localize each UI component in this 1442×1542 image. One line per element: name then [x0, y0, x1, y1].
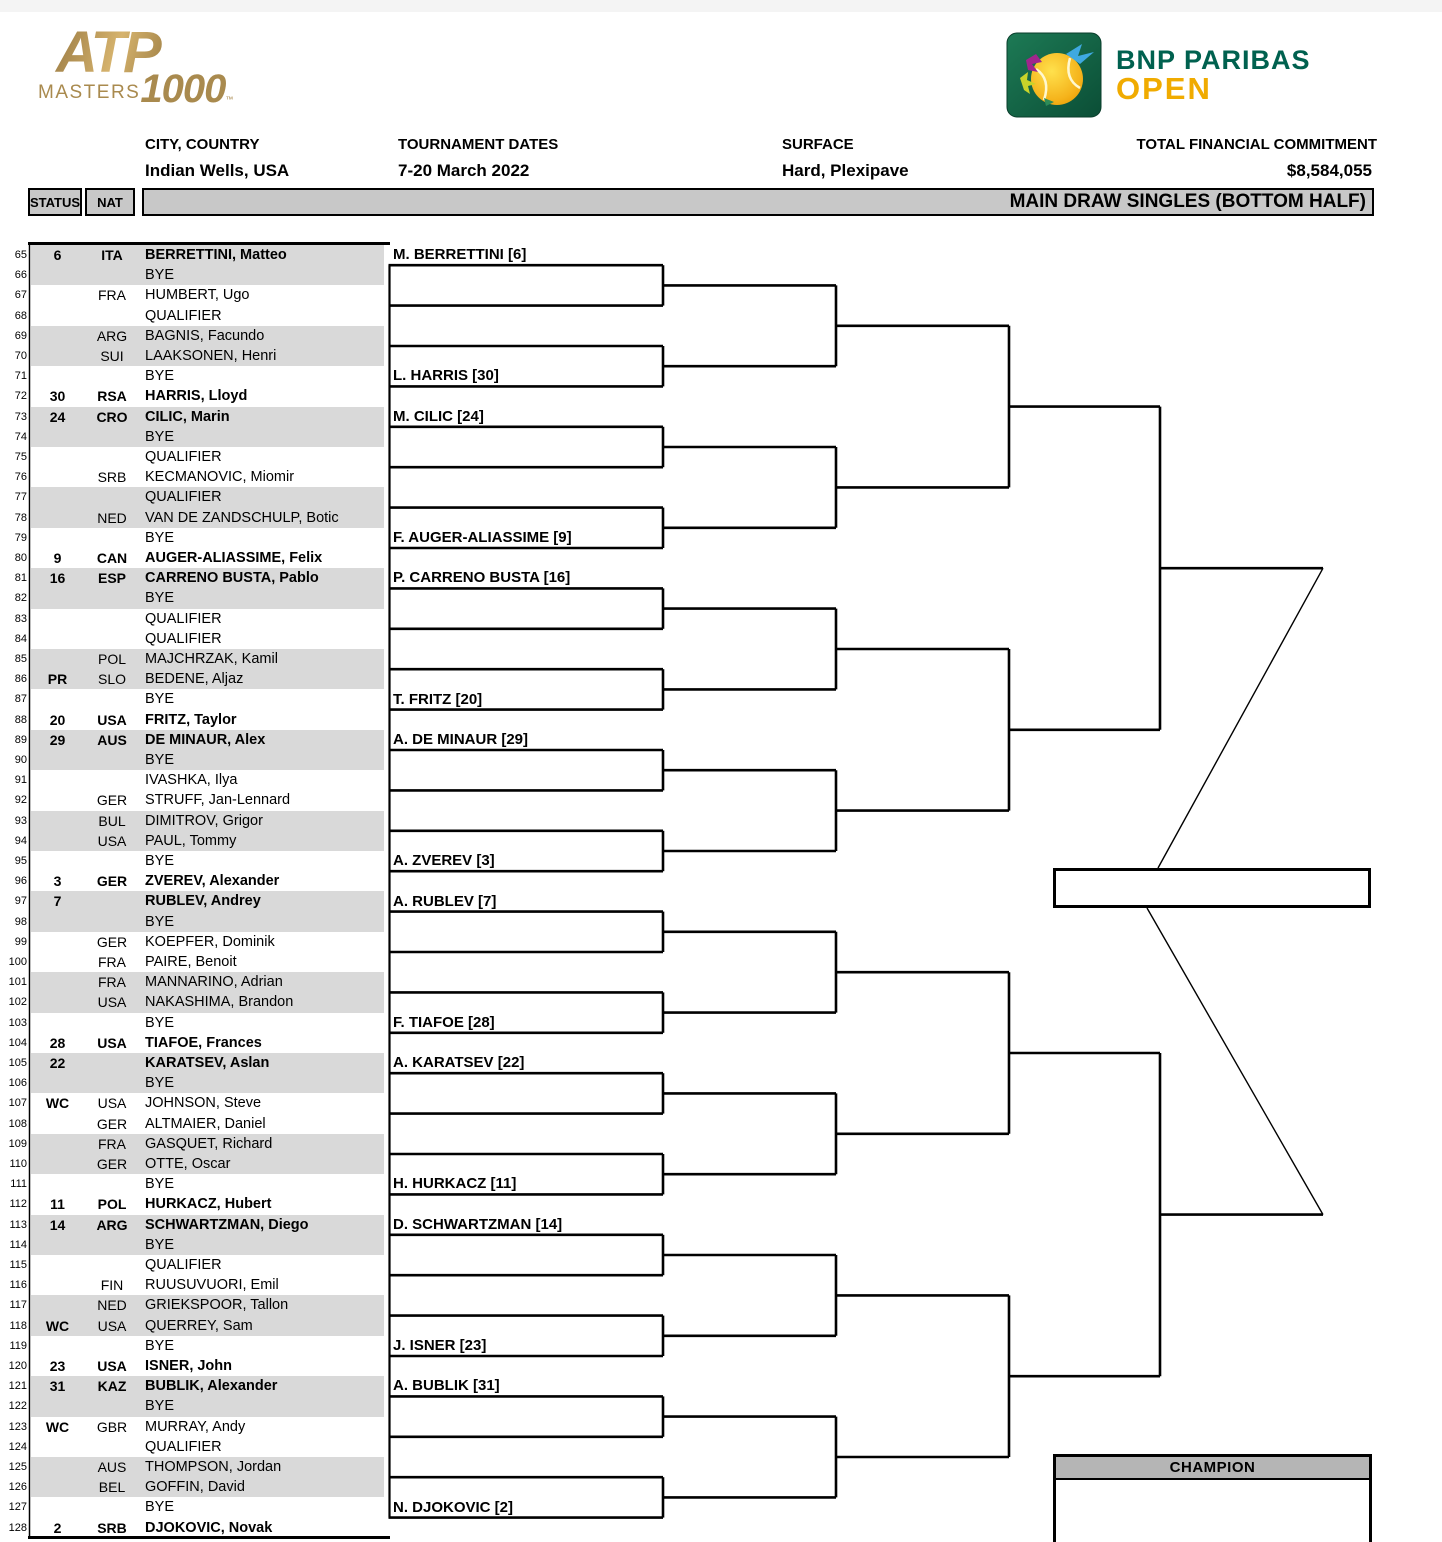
- row-player-name: MANNARINO, Adrian: [145, 974, 283, 991]
- champion-header: CHAMPION: [1056, 1457, 1369, 1480]
- row-nat: FRA: [98, 287, 126, 304]
- row-player-name: BERRETTINI, Matteo: [145, 247, 287, 263]
- row-number: 102: [8, 996, 27, 1009]
- row-number: 70: [14, 350, 27, 362]
- row-status: 3: [53, 873, 62, 890]
- city-country-label: CITY, COUNTRY: [145, 136, 260, 153]
- row-status: 23: [49, 1358, 66, 1374]
- tournament-dates-label: TOURNAMENT DATES: [398, 136, 559, 153]
- row-number: 87: [14, 693, 27, 706]
- bnp-logo-icon: [1006, 32, 1102, 118]
- row-status: 28: [49, 1034, 66, 1051]
- row-player-name: QUALIFIER: [145, 610, 222, 627]
- row-number: 96: [14, 875, 27, 888]
- row-player-name: PAUL, Tommy: [145, 832, 237, 849]
- row-player-name: STRUFF, Jan-Lennard: [145, 792, 291, 809]
- row-status: 9: [53, 550, 62, 566]
- row-player-name: BYE: [145, 853, 175, 869]
- row-player-name: HUMBERT, Ugo: [145, 287, 250, 304]
- row-player-name: RUBLEV, Andrey: [145, 893, 261, 910]
- round2-winner-name: J. ISNER [23]: [393, 1337, 487, 1354]
- row-nat: USA: [97, 1358, 127, 1374]
- row-player-name: QUALIFIER: [145, 449, 222, 465]
- row-player-name: DIMITROV, Grigor: [145, 812, 263, 829]
- row-nat: GER: [96, 1115, 128, 1132]
- row-player-name: THOMPSON, Jordan: [145, 1459, 282, 1475]
- row-number: 119: [9, 1339, 27, 1352]
- main-draw-title-bar: MAIN DRAW SINGLES (BOTTOM HALF): [142, 188, 1374, 216]
- row-number: 66: [14, 269, 27, 282]
- row-nat: GER: [96, 873, 128, 890]
- row-player-name: BYE: [145, 913, 175, 930]
- row-status: WC: [45, 1418, 70, 1435]
- row-number: 95: [14, 855, 27, 867]
- row-player-name: BAGNIS, Facundo: [145, 327, 265, 344]
- row-status: 22: [49, 1055, 66, 1071]
- row-number: 123: [8, 1420, 27, 1433]
- row-number: 111: [10, 1178, 27, 1191]
- row-nat: SLO: [97, 671, 126, 688]
- row-status: PR: [47, 671, 68, 688]
- row-player-name: RUUSUVUORI, Emil: [145, 1277, 279, 1294]
- row-nat: USA: [97, 1317, 127, 1334]
- row-number: 100: [8, 956, 27, 968]
- row-player-name: BYE: [145, 267, 175, 284]
- row-status: 29: [49, 731, 66, 748]
- row-nat: CAN: [96, 550, 128, 566]
- row-nat: FRA: [98, 974, 126, 991]
- row-number: 98: [14, 915, 27, 928]
- row-number: 81: [14, 572, 27, 585]
- row-number: 86: [14, 673, 27, 686]
- row-player-name: PAIRE, Benoit: [145, 954, 237, 970]
- row-number: 113: [9, 1218, 27, 1231]
- row-number: 116: [9, 1279, 27, 1292]
- row-nat: NED: [97, 509, 127, 526]
- atp-logo-word: ATP: [38, 26, 268, 80]
- row-number: 83: [14, 612, 27, 625]
- row-nat: USA: [97, 994, 127, 1011]
- row-number: 127: [8, 1501, 27, 1514]
- row-nat: ITA: [101, 247, 123, 263]
- row-nat: FRA: [98, 954, 126, 970]
- row-player-name: BYE: [145, 1337, 175, 1354]
- row-player-name: CARRENO BUSTA, Pablo: [145, 570, 319, 587]
- row-number: 69: [14, 329, 27, 342]
- row-number: 118: [9, 1319, 27, 1332]
- row-player-name: LAAKSONEN, Henri: [145, 348, 277, 364]
- row-player-name: BYE: [145, 428, 175, 445]
- bnp-logo-text: [1116, 46, 1311, 104]
- row-status: WC: [45, 1317, 70, 1334]
- row-player-name: AUGER-ALIASSIME, Felix: [145, 550, 323, 566]
- row-number: 105: [8, 1057, 27, 1069]
- row-number: 82: [14, 592, 27, 605]
- row-nat: ESP: [97, 570, 126, 587]
- row-player-name: MAJCHRZAK, Kamil: [145, 651, 278, 667]
- row-player-name: NAKASHIMA, Brandon: [145, 994, 294, 1011]
- row-status: WC: [45, 1095, 70, 1112]
- row-status: 30: [49, 388, 66, 405]
- financial-commitment-label: TOTAL FINANCIAL COMMITMENT: [1136, 136, 1377, 153]
- row-number: 71: [14, 370, 27, 383]
- row-number: 67: [14, 289, 27, 302]
- row-number: 77: [14, 491, 27, 504]
- tournament-dates-value: 7-20 March 2022: [398, 161, 530, 180]
- top-strip: [0, 0, 1442, 12]
- row-number: 74: [14, 430, 27, 443]
- row-nat: POL: [97, 1196, 127, 1213]
- row-nat: SRB: [97, 469, 127, 486]
- row-number: 78: [14, 511, 27, 524]
- row-number: 112: [9, 1198, 27, 1211]
- row-player-name: QUALIFIER: [145, 1257, 222, 1273]
- row-nat: USA: [97, 832, 127, 849]
- row-number: 117: [9, 1299, 27, 1312]
- row-number: 126: [8, 1481, 27, 1494]
- row-number: 125: [8, 1461, 27, 1473]
- round2-winner-name: A. RUBLEV [7]: [393, 892, 497, 910]
- row-nat: USA: [97, 711, 127, 728]
- row-number: 114: [9, 1238, 27, 1251]
- row-player-name: HARRIS, Lloyd: [145, 388, 248, 405]
- row-status: 16: [49, 570, 66, 587]
- row-player-name: BYE: [145, 1499, 175, 1516]
- row-player-name: BEDENE, Aljaz: [145, 671, 244, 688]
- row-nat: USA: [97, 1095, 127, 1112]
- round2-winner-name: P. CARRENO BUSTA [16]: [393, 569, 571, 587]
- row-player-name: CILIC, Marin: [145, 408, 230, 425]
- row-number: 73: [14, 410, 27, 423]
- row-number: 128: [8, 1521, 27, 1534]
- row-nat: POL: [97, 651, 126, 667]
- row-nat: AUS: [97, 731, 127, 748]
- row-player-name: DJOKOVIC, Novak: [145, 1519, 273, 1536]
- row-player-name: BYE: [145, 691, 175, 708]
- row-number: 122: [8, 1400, 27, 1413]
- round2-winner-name: L. HARRIS [30]: [393, 367, 499, 385]
- row-player-name: BYE: [145, 1014, 175, 1031]
- city-country-value: Indian Wells, USA: [145, 161, 290, 180]
- row-number: 99: [14, 935, 27, 948]
- row-number: 76: [14, 471, 27, 484]
- finalist-box: [1053, 868, 1371, 908]
- row-nat: GBR: [96, 1418, 128, 1435]
- row-status: 31: [49, 1378, 66, 1395]
- row-number: 108: [8, 1117, 27, 1130]
- row-player-name: BYE: [145, 590, 175, 607]
- row-number: 65: [14, 249, 27, 261]
- row-nat: AUS: [97, 1459, 127, 1475]
- row-nat: SRB: [97, 1519, 127, 1536]
- row-status: 20: [49, 711, 66, 728]
- row-number: 89: [14, 733, 27, 746]
- row-number: 97: [14, 895, 27, 908]
- row-number: 104: [8, 1036, 27, 1049]
- row-number: 94: [14, 834, 27, 847]
- row-number: 88: [14, 713, 27, 726]
- row-number: 68: [14, 309, 27, 322]
- row-player-name: BYE: [145, 1398, 175, 1415]
- row-number: 93: [14, 814, 27, 827]
- row-player-name: HURKACZ, Hubert: [145, 1196, 272, 1213]
- row-player-name: BYE: [145, 529, 175, 546]
- row-status: 2: [53, 1519, 62, 1536]
- row-nat: NED: [97, 1297, 127, 1314]
- row-player-name: MURRAY, Andy: [145, 1418, 246, 1435]
- row-nat: ARG: [96, 327, 128, 344]
- status-column-header: STATUS: [28, 188, 82, 216]
- row-number: 109: [8, 1137, 27, 1150]
- round2-winner-name: A. DE MINAUR [29]: [393, 731, 529, 748]
- row-player-name: BYE: [145, 368, 175, 385]
- row-player-name: GRIEKSPOOR, Tallon: [145, 1297, 289, 1314]
- row-number: 85: [14, 653, 27, 665]
- row-number: 75: [14, 451, 27, 463]
- row-player-name: BYE: [145, 1236, 175, 1253]
- round2-winner-name: A. BUBLIK [31]: [393, 1377, 500, 1395]
- row-number: 110: [9, 1158, 27, 1170]
- row-nat: GER: [96, 933, 128, 950]
- row-nat: FRA: [98, 1135, 126, 1152]
- row-number: 103: [8, 1016, 27, 1029]
- row-nat: FIN: [100, 1277, 124, 1294]
- row-player-name: KECMANOVIC, Miomir: [145, 469, 295, 486]
- row-player-name: BYE: [145, 1075, 175, 1092]
- surface-value: Hard, Plexipave: [782, 161, 909, 180]
- row-nat: BEL: [98, 1479, 126, 1496]
- row-number: 124: [8, 1440, 27, 1453]
- row-nat: SUI: [100, 348, 124, 364]
- row-nat: USA: [97, 1034, 127, 1051]
- round2-winner-name: D. SCHWARTZMAN [14]: [393, 1215, 563, 1233]
- row-number: 91: [14, 774, 27, 787]
- row-player-name: QUALIFIER: [145, 307, 222, 324]
- row-nat: BUL: [98, 812, 126, 829]
- row-status: 6: [53, 247, 62, 263]
- row-player-name: GASQUET, Richard: [145, 1135, 273, 1152]
- row-player-name: KOEPFER, Dominik: [145, 933, 275, 950]
- row-nat: GER: [96, 792, 128, 809]
- row-nat: RSA: [97, 388, 127, 405]
- round2-winner-name: N. DJOKOVIC [2]: [393, 1498, 514, 1516]
- round2-winner-name: A. ZVEREV [3]: [393, 852, 495, 870]
- row-number: 90: [14, 754, 27, 766]
- round2-winner-name: F. TIAFOE [28]: [393, 1013, 495, 1031]
- row-player-name: SCHWARTZMAN, Diego: [145, 1216, 309, 1233]
- round2-winner-name: M. BERRETTINI [6]: [393, 246, 527, 264]
- row-player-name: BYE: [145, 752, 175, 768]
- row-number: 79: [14, 531, 27, 544]
- nat-column-header: NAT: [85, 188, 135, 216]
- row-player-name: IVASHKA, Ilya: [145, 772, 238, 789]
- surface-label: SURFACE: [782, 136, 854, 153]
- row-player-name: FRITZ, Taylor: [145, 711, 237, 728]
- row-player-name: QUALIFIER: [145, 1438, 222, 1455]
- row-player-name: OTTE, Oscar: [145, 1156, 231, 1172]
- financial-commitment-value: $8,584,055: [1286, 161, 1372, 180]
- round2-winner-name: M. CILIC [24]: [393, 407, 484, 425]
- bnp-paribas-open-logo: [1006, 32, 1311, 118]
- row-player-name: QUALIFIER: [145, 489, 222, 506]
- row-player-name: QUALIFIER: [145, 630, 222, 647]
- round2-winner-name: H. HURKACZ [11]: [393, 1175, 517, 1193]
- row-player-name: KARATSEV, Aslan: [145, 1055, 270, 1071]
- atp-logo-1000: 1000: [140, 67, 226, 111]
- row-number: 101: [8, 976, 27, 989]
- atp-masters-1000-logo: [38, 20, 268, 126]
- row-player-name: BYE: [145, 1176, 175, 1193]
- row-player-name: ZVEREV, Alexander: [145, 873, 280, 890]
- row-number: 106: [8, 1077, 27, 1090]
- row-nat: ARG: [96, 1216, 128, 1233]
- row-status: 11: [50, 1196, 65, 1213]
- row-player-name: TIAFOE, Frances: [145, 1034, 262, 1051]
- row-nat: GER: [96, 1156, 128, 1172]
- row-status: 24: [49, 408, 66, 425]
- row-player-name: ISNER, John: [145, 1358, 233, 1374]
- bnp-logo-name: BNP PARIBAS: [1116, 45, 1311, 75]
- row-number: 120: [8, 1360, 27, 1372]
- round2-winner-name: F. AUGER-ALIASSIME [9]: [393, 529, 572, 546]
- row-nat: KAZ: [97, 1378, 127, 1395]
- champion-box: [1053, 1454, 1372, 1542]
- row-number: 72: [14, 390, 27, 403]
- atp-logo-trademark: ™: [225, 95, 234, 104]
- row-player-name: QUERREY, Sam: [145, 1317, 253, 1334]
- atp-logo-masters: MASTERS: [38, 82, 141, 103]
- row-number: 80: [14, 552, 27, 564]
- row-player-name: DE MINAUR, Alex: [145, 731, 266, 748]
- row-status: 7: [53, 893, 62, 910]
- row-player-name: JOHNSON, Steve: [145, 1095, 262, 1112]
- round2-winner-name: A. KARATSEV [22]: [393, 1054, 525, 1072]
- row-number: 84: [14, 632, 27, 645]
- round2-winner-name: T. FRITZ [20]: [393, 690, 483, 708]
- row-number: 92: [14, 794, 27, 807]
- row-player-name: BUBLIK, Alexander: [145, 1378, 278, 1395]
- row-player-name: GOFFIN, David: [145, 1479, 245, 1496]
- row-number: 107: [8, 1097, 27, 1110]
- row-number: 121: [8, 1380, 27, 1393]
- row-player-name: ALTMAIER, Daniel: [145, 1115, 266, 1132]
- row-status: 14: [49, 1216, 66, 1233]
- row-nat: CRO: [96, 408, 128, 425]
- row-number: 115: [9, 1259, 27, 1271]
- row-player-name: VAN DE ZANDSCHULP, Botic: [145, 509, 339, 526]
- bnp-logo-open: OPEN: [1116, 71, 1212, 106]
